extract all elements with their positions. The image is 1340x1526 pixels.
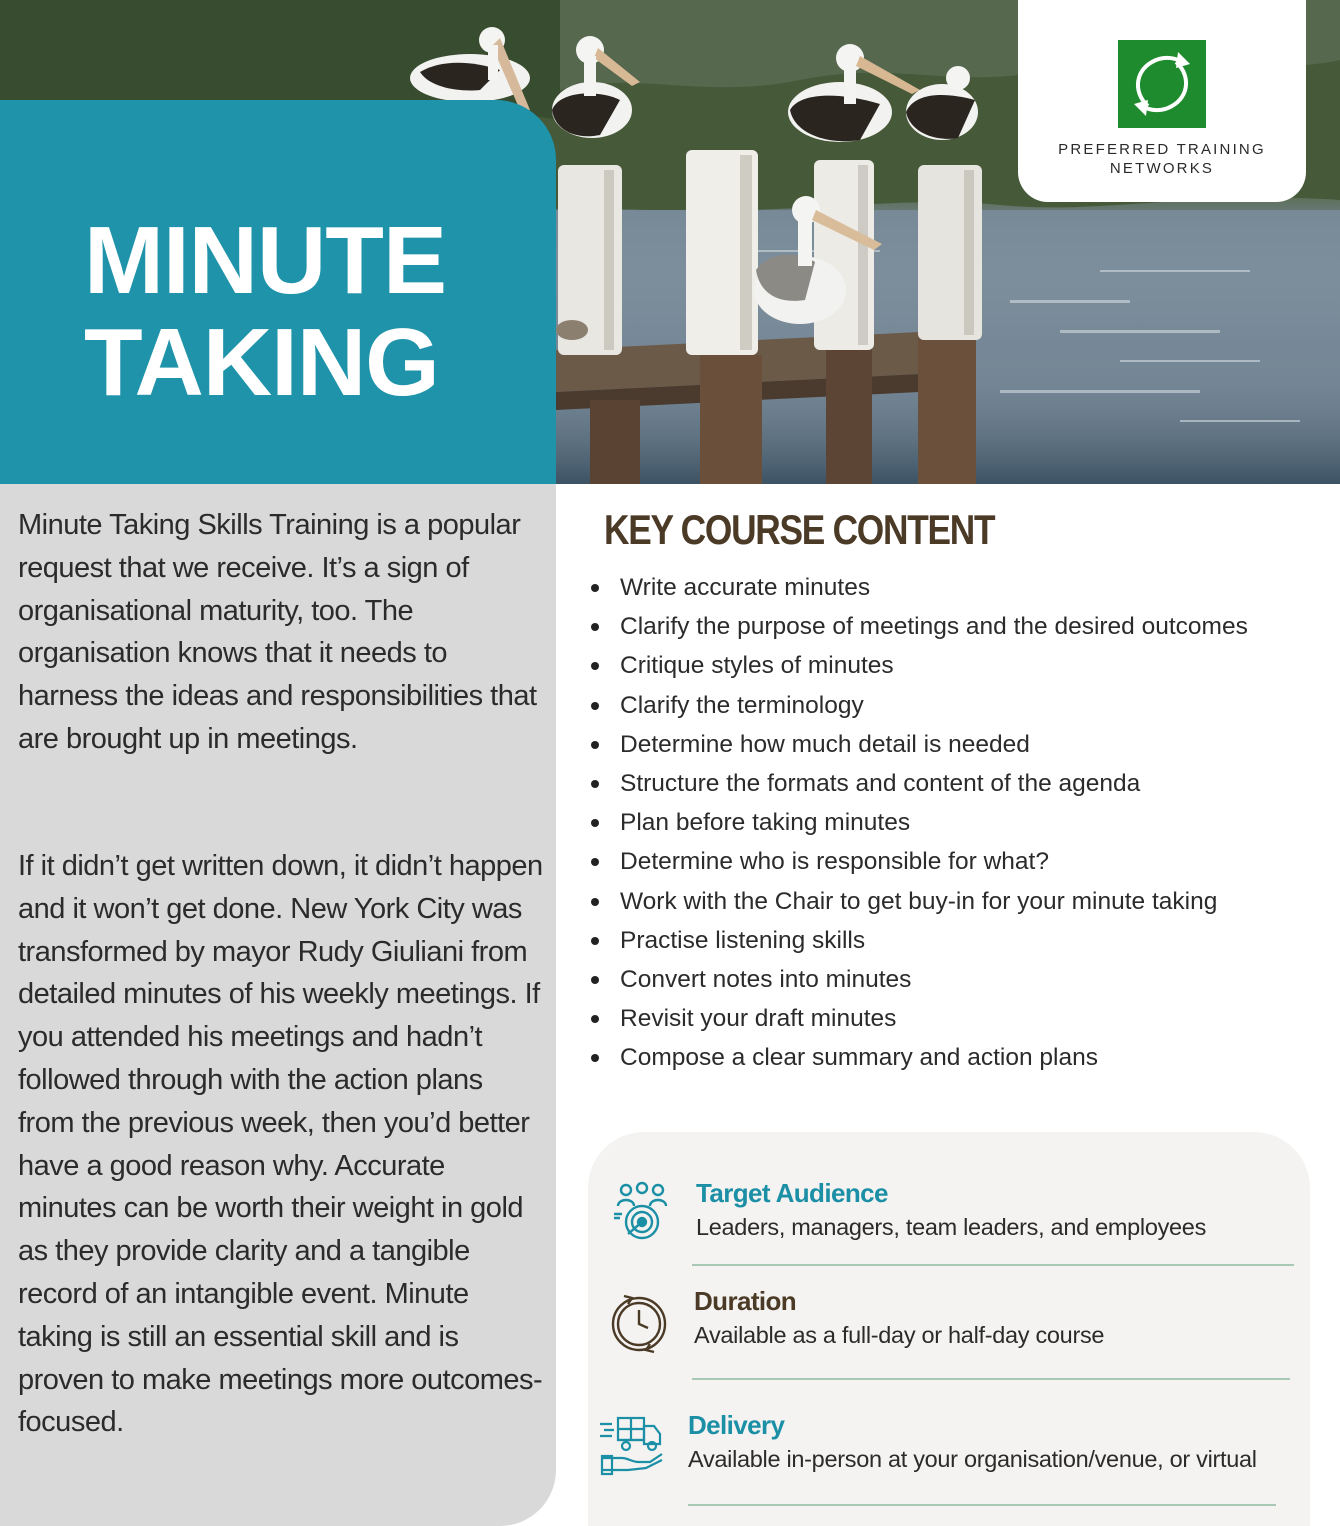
divider <box>692 1264 1294 1266</box>
list-item: Determine how much detail is needed <box>588 725 1328 764</box>
list-item: Determine who is responsible for what? <box>588 842 1328 881</box>
logo-line-1: PREFERRED TRAINING <box>1058 141 1266 158</box>
delivery-truck-icon <box>598 1412 668 1482</box>
logo-text <box>1018 140 1306 178</box>
list-item: Practise listening skills <box>588 921 1328 960</box>
clock-icon <box>604 1288 674 1358</box>
title-panel <box>0 100 556 490</box>
list-item: Clarify the terminology <box>588 686 1328 725</box>
duration-label: Duration <box>694 1286 797 1316</box>
title-line-1: MINUTE <box>84 207 446 314</box>
audience-label: Target Audience <box>696 1178 888 1208</box>
target-audience-icon <box>608 1178 678 1248</box>
audience-value: Leaders, managers, team leaders, and employees <box>696 1214 1207 1240</box>
intro-panel <box>0 484 556 1526</box>
list-item: Compose a clear summary and action plans <box>588 1038 1328 1077</box>
delivery-value: Available in-person at your organisation/venue, or virtual <box>688 1446 1257 1472</box>
divider <box>692 1378 1290 1380</box>
list-item: Work with the Chair to get buy-in for your minute taking <box>588 882 1328 921</box>
recycle-arrows-logo-icon <box>1118 40 1206 128</box>
key-content-list <box>588 568 1328 1078</box>
list-item: Revisit your draft minutes <box>588 999 1328 1038</box>
list-item: Structure the formats and content of the agenda <box>588 764 1328 803</box>
intro-paragraph-2: If it didn’t get written down, it didn’t happen and it won’t get done. New York City was transformed by mayor Rudy Giuliani from detailed minutes of his weekly meetings. If you attended his meetings and hadn’t followed through with the action plans from the previous week, then you’d better have a good reason why. Accurate minutes can be worth their weight in gold as they provide clarity and a tangible record of an intangible event. Minute taking is still an essential skill and is proven to make meetings more outcomes-focused. <box>18 850 543 1439</box>
course-title <box>84 207 524 416</box>
delivery-label: Delivery <box>688 1410 785 1440</box>
intro-paragraph-1: Minute Taking Skills Training is a popular request that we receive. It’s a sign of organisational maturity, too. The organisation knows that it needs to harness the ideas and responsibilities that are brought up in meetings. <box>18 509 537 755</box>
list-item: Convert notes into minutes <box>588 960 1328 999</box>
list-item: Plan before taking minutes <box>588 803 1328 842</box>
list-item: Write accurate minutes <box>588 568 1328 607</box>
info-target-audience <box>588 1172 1310 1282</box>
logo-card <box>1018 0 1306 202</box>
info-duration <box>588 1282 1310 1392</box>
divider <box>688 1504 1276 1506</box>
title-line-2: TAKING <box>84 309 439 416</box>
course-info-box <box>588 1132 1310 1526</box>
list-item: Critique styles of minutes <box>588 646 1328 685</box>
key-content-heading: KEY COURSE CONTENT <box>604 506 995 553</box>
duration-value: Available as a full-day or half-day course <box>694 1322 1105 1348</box>
info-delivery <box>588 1408 1310 1518</box>
list-item: Clarify the purpose of meetings and the desired outcomes <box>588 607 1328 646</box>
logo-line-2: NETWORKS <box>1109 160 1215 177</box>
